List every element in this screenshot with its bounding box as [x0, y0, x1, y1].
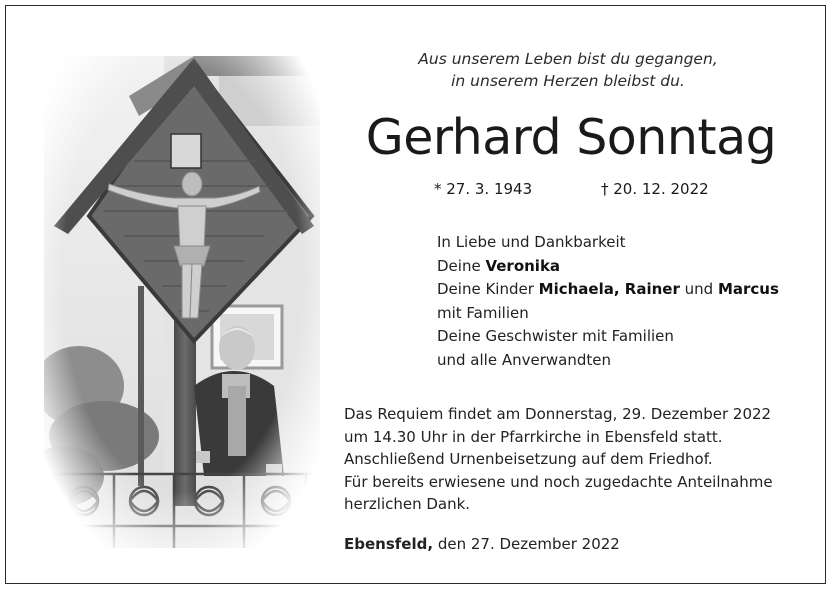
- motto-line-1: Aus unserem Leben bist du gegangen,: [418, 50, 718, 68]
- memorial-motto: [378, 48, 758, 92]
- mourner-children: [437, 278, 779, 302]
- requiem-line-3: Anschließend Urnenbeisetzung auf dem Friedhof.: [344, 450, 713, 469]
- children-suffix: mit Familien: [437, 303, 529, 322]
- place-name: Ebensfeld,: [344, 535, 434, 553]
- children-names-2: Marcus: [717, 280, 779, 298]
- death-date: † 20. 12. 2022: [601, 180, 709, 198]
- obituary-card: [5, 5, 826, 584]
- deceased-name: Gerhard Sonntag: [365, 109, 777, 166]
- motto-line-2: in unserem Herzen bleibst du.: [451, 72, 685, 90]
- children-names-1: Michaela, Rainer: [538, 280, 680, 298]
- notice-date: den 27. Dezember 2022: [437, 535, 620, 553]
- children-and: und: [684, 280, 714, 298]
- children-prefix: Deine Kinder: [437, 280, 534, 298]
- mourners-list: [437, 231, 779, 372]
- spouse-name: Veronika: [485, 256, 561, 275]
- memorial-photo: [44, 56, 320, 548]
- mourner-relatives: und alle Anverwandten: [437, 350, 611, 369]
- mourner-spouse: [437, 255, 779, 279]
- requiem-line-2: um 14.30 Uhr in der Pfarrkirche in Ebensfeld statt.: [344, 427, 723, 446]
- place-and-date: [344, 533, 620, 555]
- mourners-intro: In Liebe und Dankbarkeit: [437, 233, 626, 251]
- requiem-line-5: herzlichen Dank.: [344, 495, 471, 514]
- requiem-line-4: Für bereits erwiesene und noch zugedachte Anteilnahme: [344, 472, 773, 491]
- spouse-prefix: Deine: [437, 256, 481, 275]
- requiem-info: [344, 403, 773, 516]
- birth-date: * 27. 3. 1943: [434, 180, 533, 198]
- requiem-line-1: Das Requiem findet am Donnerstag, 29. Dezember 2022: [344, 405, 772, 423]
- mourner-siblings: Deine Geschwister mit Familien: [437, 327, 674, 345]
